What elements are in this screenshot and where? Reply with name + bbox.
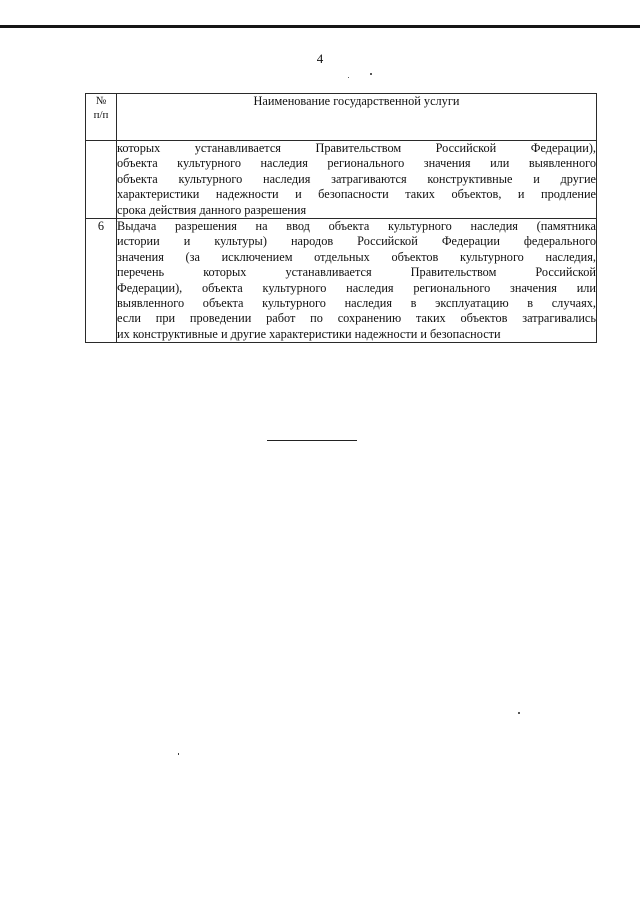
column-header-number	[86, 94, 117, 141]
top-border-line	[0, 25, 640, 28]
column-header-number-sub: п/п	[93, 109, 109, 121]
scan-speck	[348, 77, 349, 78]
service-text-line: истории и культуры) народов Российской Федерации федерального	[117, 234, 596, 249]
scan-speck	[518, 712, 520, 714]
service-text-line: характеристики надежности и безопасности таких объектов, и продление	[117, 187, 596, 202]
table-row	[86, 141, 597, 219]
service-text-line: выявленного объекта культурного наследия в эксплуатацию в случаях,	[117, 296, 596, 311]
service-text-line: значения (за исключением отдельных объектов культурного наследия,	[117, 249, 596, 264]
scan-speck	[370, 73, 372, 75]
service-text-line: объекта культурного наследия затрагиваются конструктивные и другие	[117, 171, 596, 186]
service-text-line: Федерации), объекта культурного наследия регионального значения или	[117, 280, 596, 295]
service-name-cell	[117, 219, 597, 343]
service-name-cell	[117, 141, 597, 219]
page-number: 4	[316, 51, 324, 66]
service-text-line: Выдача разрешения на ввод объекта культурного наследия (памятника	[117, 219, 596, 234]
table-row	[86, 219, 597, 343]
end-of-table-line	[267, 440, 357, 441]
services-table	[85, 93, 597, 343]
service-text-line: срока действия данного разрешения	[117, 202, 307, 217]
service-text-line: их конструктивные и другие характеристики надежности и безопасности	[117, 326, 501, 341]
row-number: 6	[86, 219, 117, 343]
service-text-line: которых устанавливается Правительством Российской Федерации),	[117, 141, 596, 155]
scan-speck	[178, 753, 179, 755]
table-header-row	[86, 94, 597, 141]
service-text-line: перечень которых устанавливается Правительством Российской	[117, 265, 596, 280]
service-text-line: если при проведении работ по сохранению таких объектов затрагивались	[117, 311, 596, 326]
column-header-service-name: Наименование государственной услуги	[117, 94, 597, 141]
service-text-line: объекта культурного наследия регионального значения или выявленного	[117, 156, 596, 171]
row-number	[86, 141, 117, 219]
column-header-number-sign: №	[95, 95, 107, 107]
